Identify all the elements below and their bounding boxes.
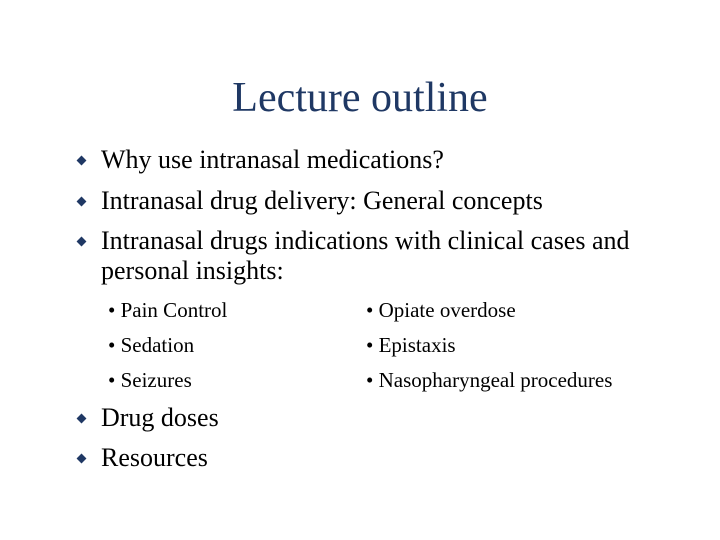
sub-list-item: • Seizures (108, 368, 192, 392)
sub-list-item: • Pain Control (108, 298, 228, 322)
bullet-text: Intranasal drugs indications with clinical cases and personal insights: (101, 226, 630, 285)
diamond-bullet-icon (77, 414, 87, 424)
diamond-bullet-icon (77, 156, 87, 166)
sub-list-item: • Nasopharyngeal procedures (366, 368, 613, 392)
bullet-text: Drug doses (101, 403, 219, 432)
sub-list-item: • Sedation (108, 333, 195, 357)
bullet-text: Intranasal drug delivery: General concepts (101, 186, 543, 215)
sub-list-item: • Opiate overdose (366, 298, 516, 322)
slide-title: Lecture outline (232, 75, 488, 121)
diamond-bullet-icon (77, 454, 87, 464)
bullet-text: Why use intranasal medications? (101, 145, 444, 174)
diamond-bullet-icon (77, 237, 87, 247)
bullet-text: Resources (101, 443, 208, 472)
sub-list-item: • Epistaxis (366, 333, 456, 357)
diamond-bullet-icon (77, 197, 87, 207)
